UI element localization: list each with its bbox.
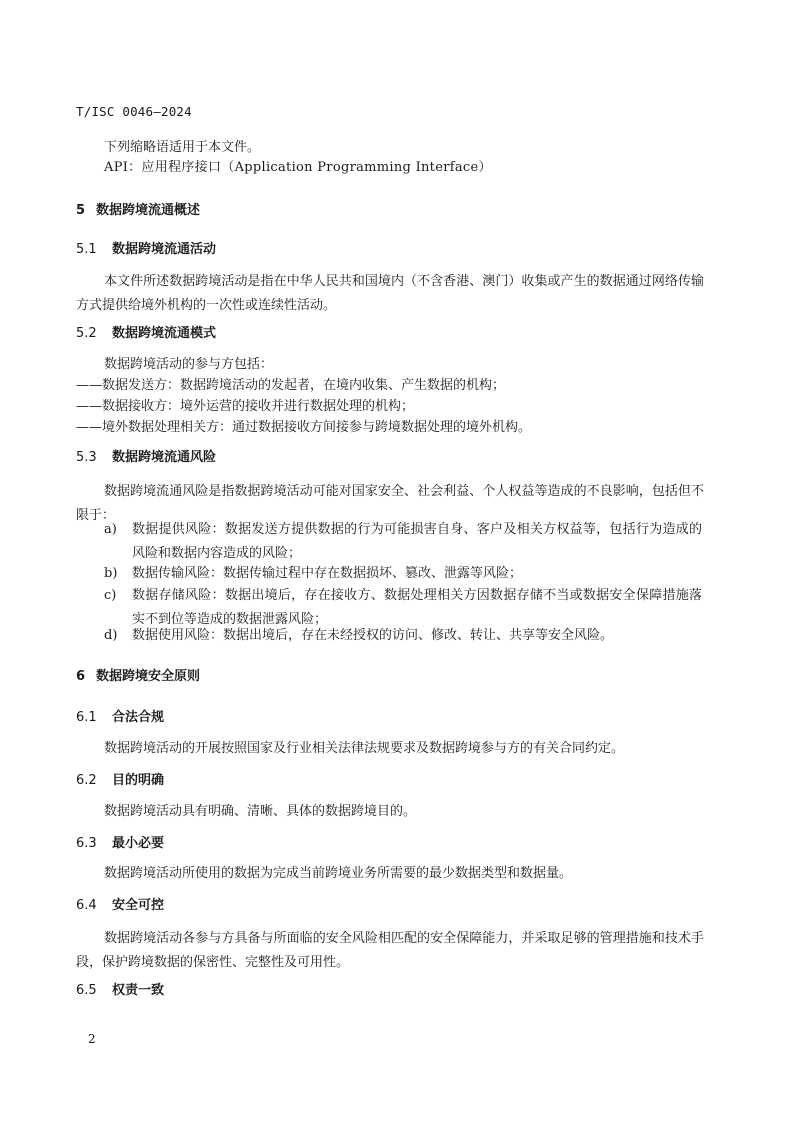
section-6-4-paragraph: 数据跨境活动各参与方具备与所面临的安全风险相匹配的安全保障能力，并采取足够的管理措施和技术手段，保护跨境数据的保密性、完整性及可用性。 [76, 931, 704, 970]
section-5-2-intro: 数据跨境活动的参与方包括： [104, 357, 274, 372]
section-number: 6.3 [76, 836, 97, 851]
section-title: 合法合规 [112, 710, 165, 725]
dash-item: ——数据接收方：境外运营的接收并进行数据处理的机构； [76, 399, 415, 414]
section-title: 安全可控 [112, 898, 165, 913]
section-number: 5 [76, 203, 86, 218]
section-6-1-heading [76, 708, 164, 728]
section-6-heading [76, 667, 200, 687]
section-6-4-heading [76, 896, 164, 916]
section-6-3-paragraph: 数据跨境活动所使用的数据为完成当前跨境业务所需要的最少数据类型和数据量。 [104, 866, 573, 881]
section-number: 5.1 [76, 242, 97, 257]
section-5-1-heading [76, 240, 216, 260]
document-id: T/ISC 0046—2024 [76, 104, 192, 119]
list-text: 数据存储风险：数据出境后，存在接收方、数据处理相关方因数据存储不当或数据安全保障措施落实不到位等造成的数据泄露风险； [132, 588, 702, 627]
list-label: d) [104, 628, 118, 643]
section-number: 5.3 [76, 450, 97, 465]
list-label: b) [104, 566, 118, 581]
section-5-2-heading [76, 324, 216, 344]
section-6-1-paragraph: 数据跨境活动的开展按照国家及行业相关法律法规要求及数据跨境参与方的有关合同约定。 [104, 741, 625, 756]
section-title: 权责一致 [112, 983, 165, 998]
section-title: 最小必要 [112, 836, 165, 851]
list-text: 数据提供风险：数据发送方提供数据的行为可能损害自身、客户及相关方权益等，包括行为造成的风险和数据内容造成的风险； [132, 522, 702, 561]
section-title: 数据跨境流通概述 [96, 203, 201, 218]
section-title: 数据跨境流通风险 [112, 450, 217, 465]
list-text: 数据使用风险：数据出境后，存在未经授权的访问、修改、转让、共享等安全风险。 [132, 628, 614, 643]
abbrev-intro: 下列缩略语适用于本文件。 [104, 140, 261, 155]
section-title: 数据跨境安全原则 [96, 669, 201, 684]
section-title: 数据跨境流通活动 [112, 242, 217, 257]
list-text: 数据传输风险：数据传输过程中存在数据损坏、篡改、泄露等风险； [132, 566, 523, 581]
section-6-2-heading [76, 771, 164, 791]
section-number: 6 [76, 669, 86, 684]
section-number: 6.2 [76, 773, 97, 788]
section-title: 数据跨境流通模式 [112, 326, 217, 341]
list-label: a) [104, 522, 117, 537]
section-title: 目的明确 [112, 773, 165, 788]
abbrev-api: API：应用程序接口（Application Programming Interface） [104, 160, 492, 175]
dash-item: ——数据发送方：数据跨境活动的发起者，在境内收集、产生数据的机构； [76, 378, 506, 393]
section-number: 6.4 [76, 898, 97, 913]
dash-item: ——境外数据处理相关方：通过数据接收方间接参与跨境数据处理的境外机构。 [76, 420, 532, 435]
list-item-b [104, 562, 702, 586]
section-6-5-heading [76, 981, 164, 1001]
list-item-d [104, 624, 702, 648]
section-number: 6.1 [76, 710, 97, 725]
section-6-2-paragraph: 数据跨境活动具有明确、清晰、具体的数据跨境目的。 [104, 804, 417, 819]
list-item-a [104, 518, 702, 566]
section-number: 5.2 [76, 326, 97, 341]
page-number: 2 [88, 1032, 96, 1046]
section-6-3-heading [76, 834, 164, 854]
section-5-3-intro: 数据跨境流通风险是指数据跨境活动可能对国家安全、社会利益、个人权益等造成的不良影响，包括但不限于： [76, 484, 704, 523]
section-5-3-heading [76, 448, 216, 468]
section-number: 6.5 [76, 983, 97, 998]
section-5-1-paragraph: 本文件所述数据跨境活动是指在中华人民共和国境内（不含香港、澳门）收集或产生的数据通过网络传输方式提供给境外机构的一次性或连续性活动。 [76, 274, 704, 313]
section-5-heading [76, 201, 200, 221]
list-label: c) [104, 588, 117, 603]
